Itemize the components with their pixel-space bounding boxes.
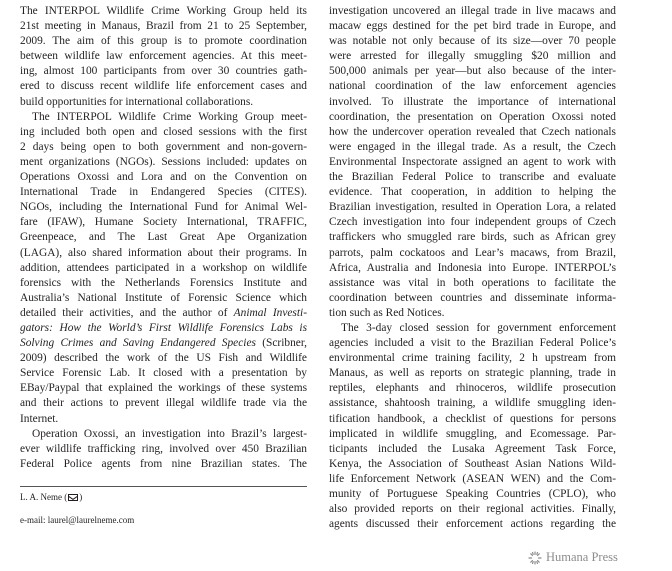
text-line (20, 336, 307, 351)
text-line: involved. To illustrate the importance of international (329, 95, 616, 108)
text-line: coordination between countries and disseminate informa- (329, 291, 616, 304)
publisher-logo (528, 550, 618, 565)
text-line: munity of Portuguese Speaking Countries (CPLO), who (329, 488, 616, 500)
text-line: macaw eggs destined for the pet bird trade in Europe, and (329, 20, 616, 33)
text-line: Greenpeace, and The Last Great Ape Organization (20, 231, 307, 244)
text-line: coordination, the presentation on Operation Oxossi noted (329, 110, 616, 123)
text-line: parrots, palm cockatoos and Lear’s macaws, from Brazil, (329, 246, 616, 259)
text-line: life Enforcement Network (ASEAN WEN) and the Com- (329, 472, 616, 485)
text-line: tion such as Red Notices. (329, 306, 445, 319)
text-line: evidence. That cooperation, in addition to helping the (329, 186, 616, 199)
text-line: were arrested for illegally smuggling $20 million and (329, 50, 616, 63)
text-line: The INTERPOL Wildlife Crime Working Group meet- (32, 110, 307, 123)
text-line: also provided reports on their regional activities. Finally, (329, 503, 616, 516)
text-line: national coordination of the law enforcement agencies (329, 80, 616, 93)
text-line: traffickers who smuggled rare birds, such as African grey (329, 231, 616, 244)
text-line: EBay/Paypal that explained the workings of these systems (20, 382, 307, 395)
text-line: 2 days being open to both government and non-govern- (20, 140, 307, 153)
text-line: 21st meeting in Manaus, Brazil from 21 to 25 September, (20, 20, 307, 33)
text-line: ing, almost 100 participants from over 30 countries gath- (20, 65, 307, 78)
text-line: Federal Police agents from nine Brazilian states. The (20, 457, 307, 470)
text-line: The 3-day closed session for government enforcement (341, 321, 616, 334)
text-line: forensics with the Netherlands Forensics Institute and (20, 276, 307, 289)
text-line: agents discussed their enforcement actions regarding the (329, 518, 616, 531)
text-line: tification handbook, a checklist of questions for persons (329, 412, 616, 425)
text-line: 2009) described the work of the US Fish and Wildlife (20, 352, 307, 365)
text-line: were engaged in the illegal trade. As a result, the Czech (329, 140, 616, 153)
text-segment: detailed their activities, and the author of (20, 306, 234, 319)
text-line: ever wildlife trafficking ring, involved over 450 Brazilian (20, 442, 307, 455)
text-line: Czech investigation into four independent groups of Czech (329, 216, 616, 229)
text-line: Internet. (20, 412, 59, 425)
text-line: ment organizations (NGOs). Sessions included: updates on (20, 155, 307, 168)
text-line: the Brazilian Federal Police to transcribe and evaluate (329, 171, 616, 184)
text-line: and their actions to prevent illegal wildlife trade via the (20, 397, 307, 410)
text-line: Operations Oxossi and Lora and on the Convention on (20, 171, 307, 184)
text-line: was notable not only because of its size—over 70 people (329, 35, 616, 48)
text-line: Africa, Australia and Indonesia into Europe. INTERPOL’s (329, 261, 616, 274)
text-line: agencies included a visit to the Brazilian Federal Police’s (329, 337, 616, 350)
humana-sunburst-icon (528, 551, 542, 565)
text-line: Environmental Inspectorate assigned an agent to work with (329, 155, 616, 168)
text-line: Brazilian investigation, resulted in Operation Lora, a related (329, 201, 616, 214)
footnote-divider (20, 486, 307, 487)
book-title-segment: Solving Crimes and Saving Endangered Species (20, 337, 256, 350)
text-segment: (Scribner, (255, 337, 308, 350)
text-line: Service Forensic Lab. It closed with a presentation by (20, 367, 307, 380)
author-email[interactable]: e-mail: laurel@laurelneme.com (20, 515, 135, 525)
text-line: Australia’s National Institute of Forensic Science which (20, 291, 307, 304)
text-line: Operation Oxossi, an investigation into Brazil’s largest- (32, 427, 307, 440)
text-line: how the undercover operation revealed that Czech nationals (329, 125, 616, 138)
text-line: build opportunities for international collaborations. (20, 95, 254, 108)
text-line: Kenya, the Association of Southeast Asian Nations Wild- (329, 457, 616, 470)
right-column (329, 4, 616, 532)
left-column (20, 4, 307, 472)
author-footnote (20, 492, 82, 503)
text-line: implicated in wildlife smuggling, and Ecomessage. Par- (329, 427, 616, 440)
book-title-segment: Animal Investi- (233, 306, 307, 319)
text-line: 500,000 animals per year—but also because of the inter- (329, 65, 616, 78)
text-line: NGOs, including the International Fund for Animal Wel- (20, 201, 307, 214)
author-name: L. A. Neme ( (20, 492, 68, 502)
text-line: reptiles, elephants and rhinoceros, wildlife prosecution (329, 382, 616, 395)
text-line: addition, attendees participated in a workshop on wildlife (20, 261, 307, 274)
text-line (20, 306, 307, 321)
text-line: ered to discuss recent wildlife life enforcement cases and (20, 80, 307, 93)
publisher-name: Humana Press (546, 550, 618, 564)
text-line: between wildlife law enforcement agencies. At this meet- (20, 50, 307, 63)
text-line: environmental crime training facility, 2 h upstream from (329, 352, 616, 365)
text-line: ing included both open and closed sessions with the first (20, 125, 307, 138)
author-paren: ) (79, 492, 83, 502)
text-line: (LAGA), also shared information about their programs. In (20, 246, 307, 259)
text-line: ticipants included the Lusaka Agreement Task Force, (329, 442, 616, 455)
text-line: International Trade in Endangered Species (CITES). (20, 186, 307, 199)
text-line: assistance was vital in both operations to facilitate the (329, 276, 616, 289)
text-line: assistance, shahtoosh training, a wildlife smuggling iden- (329, 397, 616, 410)
text-line: 2009. The aim of this group is to promote coordination (20, 35, 307, 48)
envelope-icon[interactable] (68, 494, 78, 501)
text-line: fare (IFAW), Humane Society International, TRAFFIC, (20, 216, 307, 229)
text-line: investigation uncovered an illegal trade in live macaws and (329, 5, 616, 17)
text-line: The INTERPOL Wildlife Crime Working Group held its (20, 5, 307, 17)
text-line: Manaus, as well as reports on strategic planning, trade in (329, 367, 616, 380)
book-title-line: gators: How the World’s First Wildlife Forensics Labs is (20, 321, 307, 334)
